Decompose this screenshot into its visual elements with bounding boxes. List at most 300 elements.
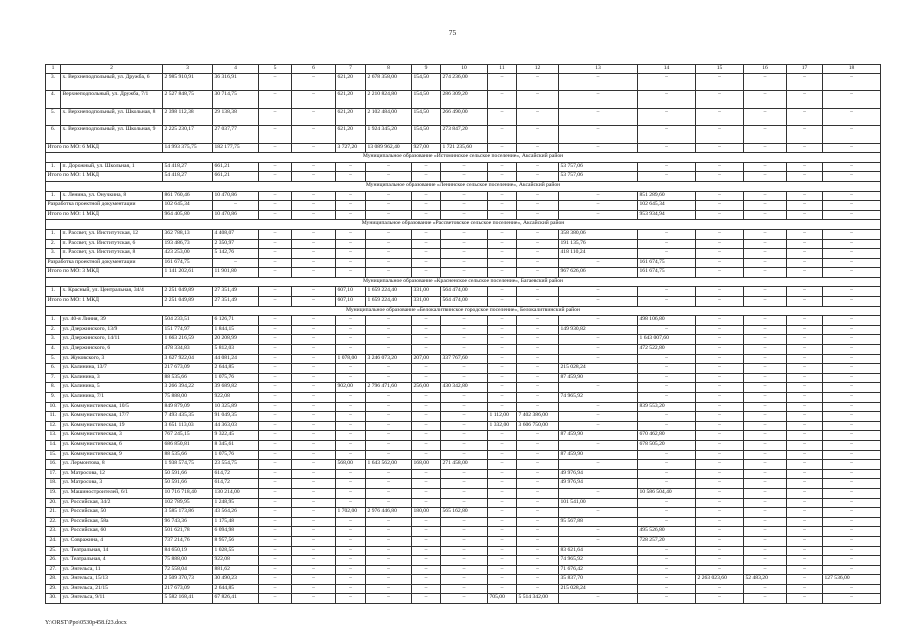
table-cell: –	[412, 450, 441, 460]
table-cell: –	[336, 316, 366, 326]
table-cell: –	[259, 316, 292, 326]
table-cell: –	[696, 393, 744, 403]
table-cell: –	[441, 325, 488, 335]
table-cell: 1 721 235,60	[441, 143, 488, 153]
table-cell: –	[787, 268, 823, 278]
table-cell: 1 141 202,61	[163, 268, 213, 278]
table-cell: –	[787, 575, 823, 585]
table-cell: 88 535,66	[163, 450, 213, 460]
table-cell: –	[787, 546, 823, 556]
row-number: 2.	[46, 325, 61, 335]
table-cell: 13 089 962,40	[366, 143, 412, 153]
table-cell: –	[336, 364, 366, 374]
table-cell: –	[292, 201, 336, 211]
table-cell: –	[259, 556, 292, 566]
row-number: 6.	[46, 126, 61, 143]
table-cell: –	[259, 383, 292, 393]
table-cell: –	[336, 517, 366, 527]
address-cell: ул. Российская, 34/2	[61, 498, 163, 508]
table-cell: –	[259, 297, 292, 307]
table-cell: –	[823, 239, 881, 249]
table-cell: –	[559, 258, 638, 268]
table-cell: –	[823, 556, 881, 566]
table-cell: –	[488, 191, 517, 201]
table-cell: –	[259, 108, 292, 125]
table-cell: –	[366, 421, 412, 431]
table-cell: –	[744, 565, 787, 575]
table-cell: 256,00	[412, 383, 441, 393]
table-cell: –	[259, 335, 292, 345]
table-row	[46, 402, 881, 412]
table-cell: 29 138,38	[213, 108, 259, 125]
table-cell: –	[696, 508, 744, 518]
table-cell: –	[488, 364, 517, 374]
table-cell: 564 474,00	[441, 297, 488, 307]
table-cell: –	[292, 488, 336, 498]
table-cell: –	[412, 421, 441, 431]
table-cell: –	[517, 450, 559, 460]
row-number: 4.	[46, 91, 61, 108]
table-cell: 1 663 216,59	[163, 335, 213, 345]
table-cell: 67 826,41	[213, 594, 259, 604]
table-cell: 2 509 370,73	[163, 575, 213, 585]
table-cell: –	[259, 268, 292, 278]
table-cell: –	[292, 575, 336, 585]
table-cell: –	[517, 440, 559, 450]
table-cell: –	[517, 268, 559, 278]
table-cell: 331,00	[412, 297, 441, 307]
table-cell: 20 208,99	[213, 335, 259, 345]
address-cell: п. Дорожный, ул. Школьная, 1	[61, 162, 163, 172]
table-cell: –	[638, 584, 696, 594]
table-cell: –	[441, 412, 488, 422]
table-row	[46, 556, 881, 566]
table-cell: –	[787, 393, 823, 403]
table-cell: –	[823, 584, 881, 594]
table-cell: –	[366, 364, 412, 374]
table-cell: –	[823, 201, 881, 211]
table-cell: –	[488, 354, 517, 364]
table-cell: –	[259, 402, 292, 412]
table-cell: 2 644,85	[213, 364, 259, 374]
table-cell: –	[696, 498, 744, 508]
table-cell: –	[336, 172, 366, 182]
row-number: 4.	[46, 345, 61, 355]
summary-row	[46, 210, 881, 220]
table-cell: –	[744, 91, 787, 108]
address-cell: ул. Дзержинского, 14/11	[61, 335, 163, 345]
table-cell: –	[488, 126, 517, 143]
table-cell: –	[744, 479, 787, 489]
row-number: 3.	[46, 335, 61, 345]
table-cell: –	[517, 488, 559, 498]
table-cell: –	[744, 354, 787, 364]
summary-row	[46, 201, 881, 211]
table-cell: –	[259, 239, 292, 249]
table-cell: 7 402 386,00	[517, 412, 559, 422]
summary-row	[46, 268, 881, 278]
table-cell: –	[366, 373, 412, 383]
table-cell: –	[696, 239, 744, 249]
table-cell: –	[744, 108, 787, 125]
table-cell: 621,20	[336, 126, 366, 143]
table-row	[46, 335, 881, 345]
table-cell: 953 934,94	[638, 210, 696, 220]
table-cell: –	[488, 393, 517, 403]
table-cell: –	[787, 335, 823, 345]
table-cell: 43 564,26	[213, 508, 259, 518]
table-cell: –	[292, 258, 336, 268]
table-row	[46, 249, 881, 259]
table-cell: –	[412, 249, 441, 259]
table-cell: 9 322,45	[213, 431, 259, 441]
table-cell: –	[559, 488, 638, 498]
document-path: Y:\ORST\Ppo\0530p458.f23.docx	[45, 620, 127, 626]
table-cell: –	[336, 412, 366, 422]
table-cell: –	[259, 517, 292, 527]
table-cell: 96 743,36	[163, 517, 213, 527]
table-cell: 30 714,75	[213, 91, 259, 108]
table-cell: –	[823, 536, 881, 546]
table-cell: 6 126,71	[213, 316, 259, 326]
table-row	[46, 594, 881, 604]
table-cell: –	[696, 450, 744, 460]
table-cell: 154,50	[412, 108, 441, 125]
table-cell: –	[744, 258, 787, 268]
table-cell: –	[823, 316, 881, 326]
table-cell: –	[823, 498, 881, 508]
table-cell: –	[441, 258, 488, 268]
table-cell: –	[823, 287, 881, 297]
table-cell: –	[488, 239, 517, 249]
table-cell: 4 408,07	[213, 229, 259, 239]
table-cell: –	[336, 556, 366, 566]
table-cell: –	[638, 546, 696, 556]
summary-row	[46, 172, 881, 182]
table-cell: –	[259, 345, 292, 355]
table-cell: –	[744, 345, 787, 355]
table-cell: –	[292, 354, 336, 364]
address-cell: ул. Калинина, 3	[61, 373, 163, 383]
table-cell: –	[517, 162, 559, 172]
column-number: 14	[638, 65, 696, 74]
row-number: 23.	[46, 527, 61, 537]
table-cell: –	[787, 108, 823, 125]
table-cell: –	[412, 584, 441, 594]
table-cell: –	[366, 584, 412, 594]
table-cell: –	[517, 258, 559, 268]
table-cell: –	[412, 536, 441, 546]
table-cell: –	[441, 421, 488, 431]
column-number: 6	[292, 65, 336, 74]
table-cell: 102 645,34	[638, 201, 696, 211]
table-cell: –	[696, 325, 744, 335]
address-cell: х. Ленина, ул. Онучкина, 8	[61, 191, 163, 201]
table-cell: 362 788,13	[163, 229, 213, 239]
table-cell: –	[259, 527, 292, 537]
table-cell: 1 643 562,00	[366, 460, 412, 470]
table-cell: –	[744, 287, 787, 297]
table-cell: –	[441, 316, 488, 326]
table-cell: 54 418,27	[163, 162, 213, 172]
table-cell: 767 245,15	[163, 431, 213, 441]
row-number: 1.	[46, 191, 61, 201]
table-cell: –	[823, 479, 881, 489]
table-cell: –	[517, 373, 559, 383]
table-cell: 1 075,76	[213, 450, 259, 460]
table-cell: –	[744, 74, 787, 91]
table-cell: –	[823, 508, 881, 518]
table-cell: –	[517, 546, 559, 556]
table-cell: –	[787, 316, 823, 326]
table-cell: –	[638, 91, 696, 108]
table-cell: 52 483,20	[744, 575, 787, 585]
table-cell: –	[787, 126, 823, 143]
table-cell: –	[292, 229, 336, 239]
table-cell: –	[787, 517, 823, 527]
table-cell: –	[259, 143, 292, 153]
table-cell: 1 938 574,75	[163, 460, 213, 470]
row-number: 3.	[46, 74, 61, 91]
table-cell: –	[488, 383, 517, 393]
table-cell: –	[787, 287, 823, 297]
table-cell: 1 248,95	[213, 498, 259, 508]
table-cell: 881,62	[213, 565, 259, 575]
table-cell: –	[259, 249, 292, 259]
address-cell: ул. Матросова, 3	[61, 479, 163, 489]
table-cell: –	[441, 536, 488, 546]
table-cell: –	[559, 297, 638, 307]
table-cell: –	[744, 364, 787, 374]
table-cell: –	[292, 268, 336, 278]
table-cell: 101 541,00	[559, 498, 638, 508]
column-number: 10	[441, 65, 488, 74]
table-cell: –	[292, 440, 336, 450]
table-cell: 83 621,64	[559, 546, 638, 556]
table-cell: –	[787, 91, 823, 108]
column-number: 4	[213, 65, 259, 74]
table-cell: –	[517, 584, 559, 594]
table-cell: –	[744, 297, 787, 307]
table-cell: 102 789,95	[163, 498, 213, 508]
table-cell: –	[559, 402, 638, 412]
table-cell: 1 659 224,40	[366, 297, 412, 307]
row-number: 3.	[46, 249, 61, 259]
table-cell: –	[787, 421, 823, 431]
table-cell: 273 847,20	[441, 126, 488, 143]
row-number: 2.	[46, 239, 61, 249]
table-cell: 3 246 073,20	[366, 354, 412, 364]
row-number: 11.	[46, 412, 61, 422]
table-row	[46, 316, 881, 326]
table-cell: –	[823, 373, 881, 383]
table-cell: 286 309,20	[441, 91, 488, 108]
address-cell: ул. Машиностроителей, 6/1	[61, 488, 163, 498]
table-cell: –	[823, 450, 881, 460]
table-cell: –	[336, 575, 366, 585]
table-cell: –	[559, 316, 638, 326]
table-cell: –	[488, 143, 517, 153]
table-cell: –	[366, 594, 412, 604]
table-cell: 2 251 049,89	[163, 287, 213, 297]
address-cell: п. Рассвет, ул. Институтская, 6	[61, 239, 163, 249]
table-cell: 614,72	[213, 479, 259, 489]
table-cell: 705,00	[488, 594, 517, 604]
table-cell: –	[823, 565, 881, 575]
table-cell: –	[336, 345, 366, 355]
table-cell: –	[638, 479, 696, 489]
table-cell: –	[488, 201, 517, 211]
table-cell: 39 689,82	[213, 383, 259, 393]
table-cell: 661,21	[213, 172, 259, 182]
table-cell: –	[292, 345, 336, 355]
table-cell: 27 037,77	[213, 126, 259, 143]
table-cell: –	[441, 431, 488, 441]
table-cell: –	[744, 229, 787, 239]
row-number: 5.	[46, 108, 61, 125]
table-row	[46, 345, 881, 355]
table-row	[46, 126, 881, 143]
row-number: 20.	[46, 498, 61, 508]
address-cell: п. Рассвет, ул. Институтская, 12	[61, 229, 163, 239]
table-cell: –	[638, 297, 696, 307]
table-cell: –	[638, 108, 696, 125]
column-number: 1	[46, 65, 61, 74]
table-cell: –	[336, 373, 366, 383]
table-cell: –	[787, 191, 823, 201]
table-cell: –	[744, 431, 787, 441]
table-cell: –	[441, 556, 488, 566]
summary-label: Итого по МО: 3 МКД	[46, 268, 163, 278]
table-cell: –	[412, 575, 441, 585]
row-number: 10.	[46, 402, 61, 412]
table-row	[46, 450, 881, 460]
table-cell: 87 459,90	[559, 450, 638, 460]
address-cell: ул. Коммунистическая, 9	[61, 450, 163, 460]
table-cell: –	[638, 354, 696, 364]
address-cell: ул. Коммунистическая, 19	[61, 421, 163, 431]
table-cell: –	[366, 258, 412, 268]
table-cell: 661,21	[213, 162, 259, 172]
table-row	[46, 460, 881, 470]
table-cell: 495 526,80	[638, 527, 696, 537]
table-cell: –	[823, 126, 881, 143]
table-cell: –	[517, 325, 559, 335]
table-row	[46, 536, 881, 546]
table-cell: –	[559, 143, 638, 153]
table-cell: –	[366, 268, 412, 278]
summary-label: Итого по МО: 6 МКД	[46, 143, 163, 153]
table-cell: –	[638, 498, 696, 508]
table-cell: –	[336, 162, 366, 172]
table-cell: –	[336, 536, 366, 546]
table-cell: –	[259, 126, 292, 143]
table-cell: –	[638, 393, 696, 403]
table-cell: –	[823, 268, 881, 278]
table-cell: –	[336, 258, 366, 268]
table-cell: –	[823, 460, 881, 470]
table-cell: –	[259, 412, 292, 422]
table-cell: 87 459,90	[559, 373, 638, 383]
table-cell: –	[488, 479, 517, 489]
table-cell: –	[488, 345, 517, 355]
table-cell: –	[744, 316, 787, 326]
table-cell: –	[638, 162, 696, 172]
table-cell: –	[488, 460, 517, 470]
table-cell: –	[366, 229, 412, 239]
table-cell: –	[517, 345, 559, 355]
table-cell: –	[823, 440, 881, 450]
table-cell: 501 621,78	[163, 527, 213, 537]
table-cell: –	[744, 584, 787, 594]
table-cell: –	[259, 440, 292, 450]
table-cell: –	[366, 479, 412, 489]
table-cell: 331,00	[412, 287, 441, 297]
table-cell: 607,10	[336, 297, 366, 307]
table-cell: 207,00	[412, 354, 441, 364]
table-cell: –	[412, 316, 441, 326]
table-cell: –	[488, 268, 517, 278]
table-cell: 851 289,60	[638, 191, 696, 201]
table-cell: 922,08	[213, 556, 259, 566]
table-cell: –	[292, 431, 336, 441]
table-cell: –	[696, 412, 744, 422]
table-cell: –	[517, 565, 559, 575]
table-cell: –	[366, 201, 412, 211]
summary-label: Итого по МО: 1 МКД	[46, 210, 163, 220]
table-cell: –	[213, 258, 259, 268]
table-cell: –	[336, 488, 366, 498]
table-row	[46, 421, 881, 431]
table-cell: –	[259, 594, 292, 604]
table-cell: –	[744, 126, 787, 143]
table-cell: –	[441, 210, 488, 220]
table-cell: –	[292, 74, 336, 91]
table-cell: 1 075,76	[213, 373, 259, 383]
table-cell: 568,00	[336, 460, 366, 470]
table-cell: 1 332,00	[488, 421, 517, 431]
table-cell: 88 535,66	[163, 373, 213, 383]
column-number: 12	[517, 65, 559, 74]
table-cell: –	[744, 594, 787, 604]
table-cell: –	[638, 421, 696, 431]
table-cell: –	[366, 402, 412, 412]
table-cell: –	[366, 162, 412, 172]
address-cell: ул. Коммунистическая, 6	[61, 440, 163, 450]
table-cell: –	[366, 575, 412, 585]
table-cell: 607,10	[336, 287, 366, 297]
table-cell: –	[696, 335, 744, 345]
table-cell: 358 380,06	[559, 229, 638, 239]
table-cell: –	[292, 402, 336, 412]
address-cell: х. Верхнеподпольный, ул. Дружба, 6	[61, 74, 163, 91]
municipality-name: Муниципальное образование «Белокалитвинское городское поселение», Белокалитвинский район	[46, 306, 881, 316]
column-number-row	[46, 65, 881, 74]
table-cell: –	[488, 536, 517, 546]
column-number: 18	[823, 65, 881, 74]
table-cell: –	[696, 229, 744, 239]
table-cell: –	[744, 412, 787, 422]
table-cell: –	[441, 373, 488, 383]
table-cell: –	[696, 431, 744, 441]
table-cell: –	[517, 402, 559, 412]
table-cell: –	[412, 469, 441, 479]
table-cell: –	[336, 498, 366, 508]
table-cell: –	[696, 517, 744, 527]
table-cell: –	[292, 297, 336, 307]
table-cell: 1 844,15	[213, 325, 259, 335]
table-cell: –	[517, 469, 559, 479]
